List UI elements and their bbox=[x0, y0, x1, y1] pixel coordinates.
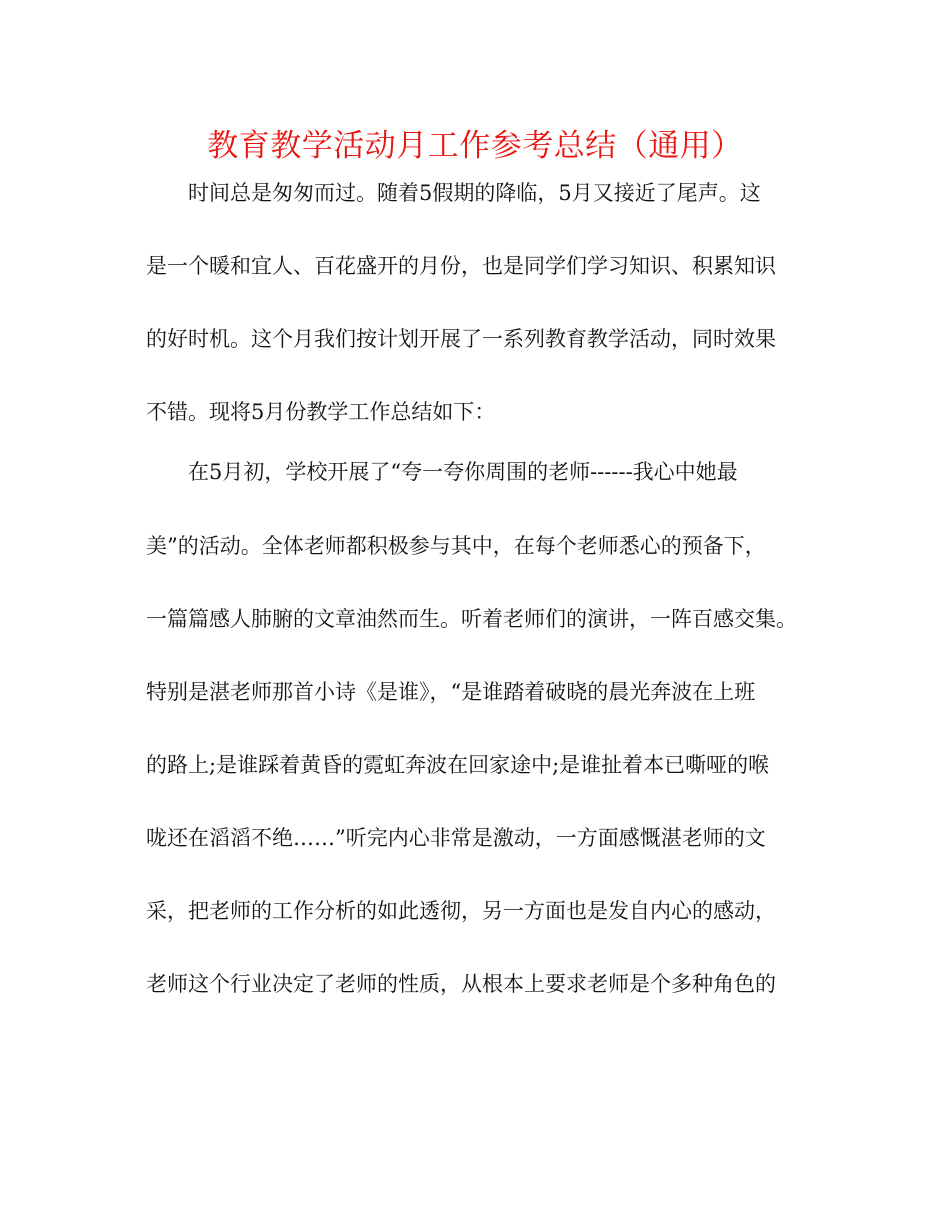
paragraph-1-line-2: 是一个暖和宜人、百花盛开的月份，也是同学们学习知识、积累知识 bbox=[146, 254, 776, 278]
paragraph-2-line-3: 一篇篇感人肺腑的文章油然而生。听着老师们的演讲，一阵百感交集。 bbox=[146, 607, 797, 631]
paragraph-2-line-7: 采，把老师的工作分析的如此透彻，另一方面也是发自内心的感动， bbox=[146, 899, 776, 923]
paragraph-2-line-6: 咙还在滔滔不绝……”听完内心非常是激动，一方面感慨湛老师的文 bbox=[146, 826, 766, 850]
document-title: 教育教学活动月工作参考总结（通用） bbox=[207, 128, 743, 164]
paragraph-2-line-4: 特别是湛老师那首小诗《是谁》，“是谁踏着破晓的晨光奔波在上班 bbox=[146, 680, 756, 704]
paragraph-1-line-1: 时间总是匆匆而过。随着5假期的降临，5月又接近了尾声。这 bbox=[188, 181, 761, 205]
paragraph-2-line-5: 的路上;是谁踩着黄昏的霓虹奔波在回家途中;是谁扯着本已嘶哑的喉 bbox=[146, 753, 770, 777]
paragraph-1-line-3: 的好时机。这个月我们按计划开展了一系列教育教学活动，同时效果 bbox=[146, 327, 776, 351]
paragraph-2-line-2: 美”的活动。全体老师都积极参与其中，在每个老师悉心的预备下， bbox=[146, 534, 766, 558]
paragraph-2-line-8: 老师这个行业决定了老师的性质，从根本上要求老师是个多种角色的 bbox=[146, 972, 776, 996]
paragraph-1-line-4: 不错。现将5月份教学工作总结如下： bbox=[146, 400, 496, 424]
paragraph-2-line-1: 在5月初，学校开展了“夸一夸你周围的老师------我心中她最 bbox=[188, 460, 738, 484]
